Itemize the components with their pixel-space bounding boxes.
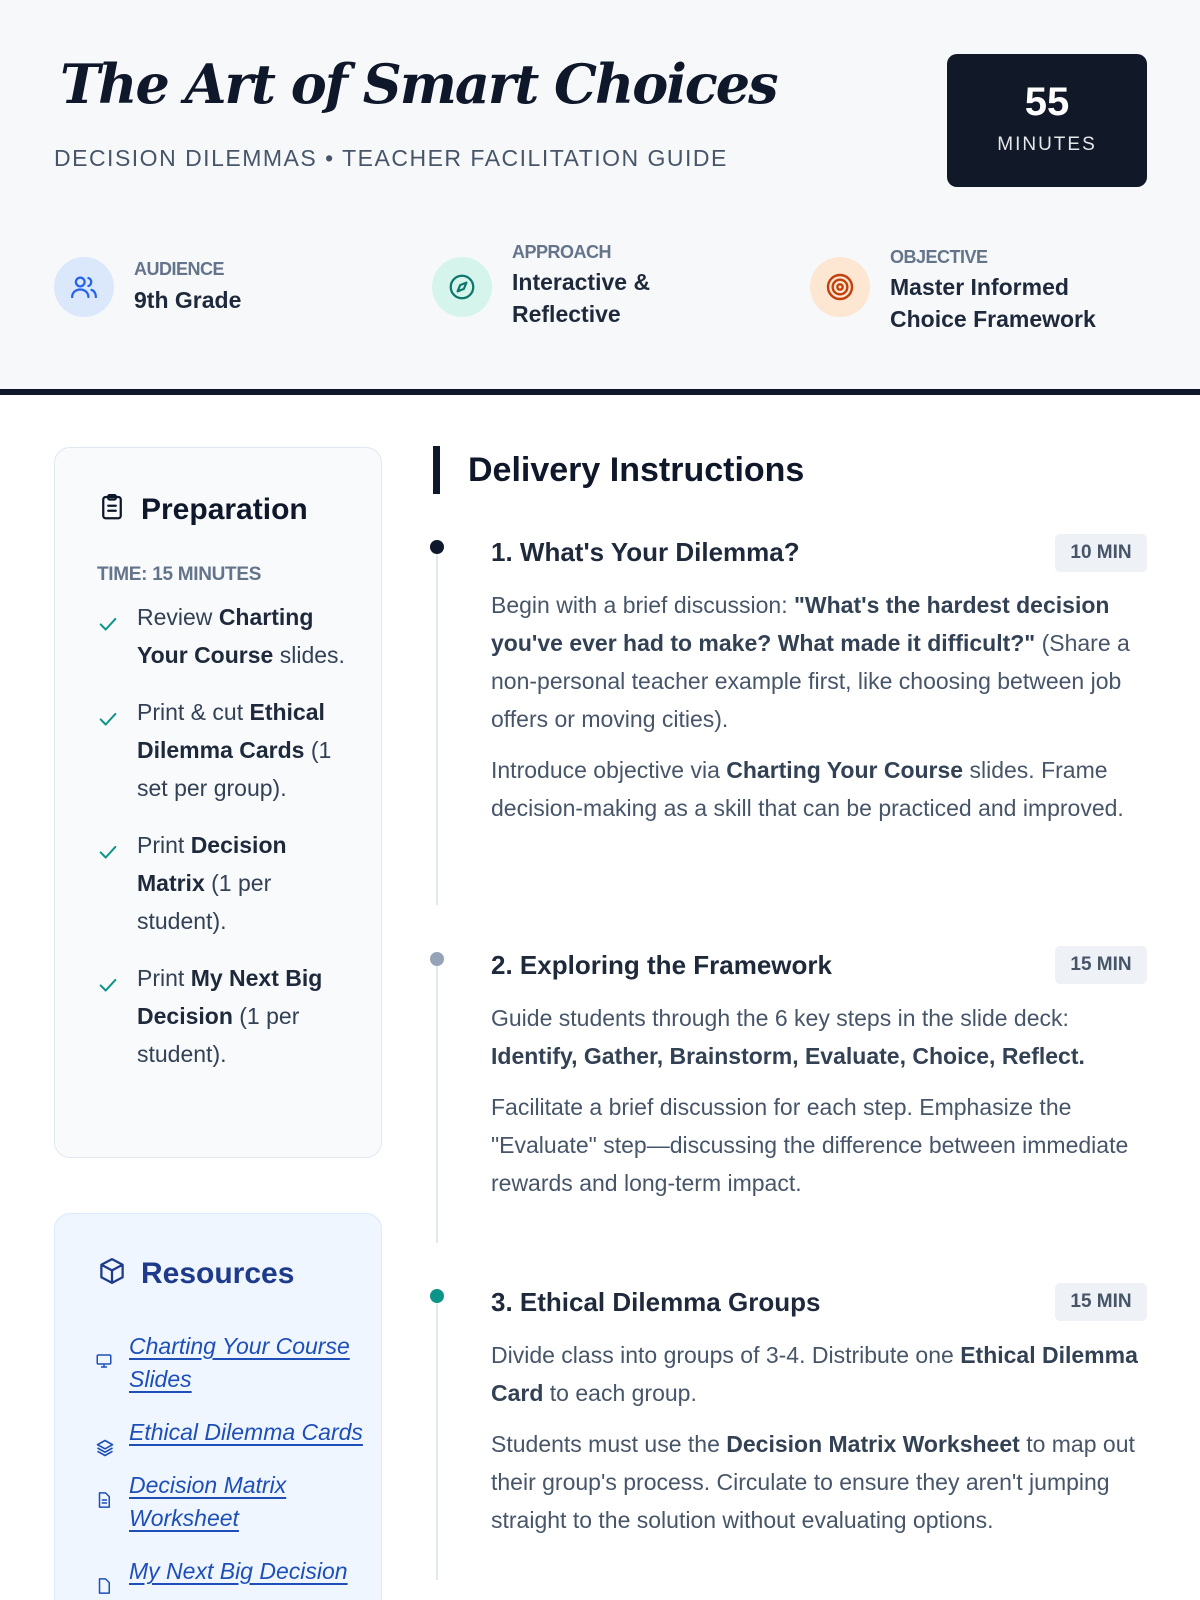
resource-item: [95, 1469, 365, 1535]
step-title: 2. Exploring the Framework: [491, 950, 832, 980]
text: Introduce objective via: [491, 757, 727, 783]
checklist-item: [97, 598, 347, 674]
step-marker: [430, 952, 444, 966]
resource-link-matrix[interactable]: Decision Matrix Worksheet: [129, 1472, 287, 1531]
page-subtitle: DECISION DILEMMAS • TEACHER FACILITATION GUIDE: [54, 145, 728, 171]
resource-item: [95, 1416, 365, 1449]
step-paragraph: [491, 751, 1151, 827]
text-bold: Ethical Dilemma Card: [491, 1342, 1138, 1406]
check-icon: [97, 969, 119, 1007]
step-time-badge: 15 MIN: [1055, 946, 1147, 984]
item-bold: My Next Big Decision: [137, 965, 323, 1029]
objective-line-1: Master Informed: [890, 274, 1069, 300]
text: Divide class into groups of 3-4. Distribute one: [491, 1342, 961, 1368]
target-icon: [810, 257, 870, 317]
resource-link-slides[interactable]: Charting Your Course Slides: [129, 1333, 350, 1392]
item-text: Print: [137, 832, 191, 858]
approach-value: [512, 266, 650, 330]
delivery-title: Delivery Instructions: [433, 446, 804, 494]
preparation-card: [54, 447, 382, 1158]
approach-label: APPROACH: [512, 242, 612, 262]
step-paragraph: [491, 586, 1151, 738]
resources-title: Resources: [141, 1256, 295, 1290]
preparation-checklist: [97, 598, 347, 1092]
layers-icon: [95, 1438, 115, 1463]
text: Students must use the: [491, 1431, 727, 1457]
check-icon: [97, 703, 119, 741]
timeline-line: [436, 550, 438, 905]
step-marker: [430, 1289, 444, 1303]
approach-line-2: Reflective: [512, 301, 621, 327]
item-text: (1 per student).: [137, 1003, 300, 1067]
checklist-item: [97, 826, 347, 940]
box-icon: [97, 1256, 127, 1291]
preparation-time: TIME: 15 MINUTES: [97, 564, 262, 585]
users-icon: [54, 257, 114, 317]
objective-value: [890, 271, 1096, 335]
text: Begin with a brief discussion:: [491, 592, 794, 618]
duration-value: 55: [1024, 80, 1070, 124]
item-bold: Decision Matrix: [137, 832, 287, 896]
resource-link-cards[interactable]: Ethical Dilemma Cards: [129, 1419, 363, 1445]
file-icon: [95, 1577, 113, 1600]
step-body: [491, 999, 1151, 1215]
text: to each group.: [543, 1380, 697, 1406]
step-title: 1. What's Your Dilemma?: [491, 537, 800, 567]
guide-header: [0, 0, 1200, 395]
text: to map out their group's process. Circulate to ensure they aren't jumping straight to the solution without evaluating options.: [491, 1431, 1135, 1533]
text: Guide students through the 6 key steps in the slide deck:: [491, 1005, 1069, 1031]
resources-header: [97, 1256, 294, 1291]
step-time-badge: 10 MIN: [1055, 534, 1147, 572]
step-paragraph: [491, 1088, 1151, 1202]
compass-icon: [432, 257, 492, 317]
file-text-icon: [95, 1491, 113, 1514]
step-title: 3. Ethical Dilemma Groups: [491, 1287, 821, 1317]
item-bold: Ethical Dilemma Cards: [137, 699, 325, 763]
checklist-item: [97, 693, 347, 807]
monitor-icon: [95, 1352, 113, 1375]
item-text: (1 set per group).: [137, 737, 332, 801]
audience-label: AUDIENCE: [134, 259, 225, 279]
item-text: Review: [137, 604, 219, 630]
step-body: [491, 1336, 1151, 1552]
step-paragraph: [491, 1336, 1151, 1412]
text: slides. Frame decision-making as a skill that can be practiced and improved.: [491, 757, 1124, 821]
objective-line-2: Choice Framework: [890, 306, 1096, 332]
preparation-header: [97, 492, 308, 527]
objective-label: OBJECTIVE: [890, 247, 988, 267]
step-body: [491, 586, 1151, 840]
text-bold: Decision Matrix Worksheet: [726, 1431, 1020, 1457]
text-bold: Charting Your Course: [726, 757, 964, 783]
item-bold: Charting Your Course: [137, 604, 314, 668]
text: (Share a non-personal teacher example first, like choosing between job offers or moving cities).: [491, 630, 1130, 732]
timeline-line: [436, 1295, 438, 1580]
timeline-line: [436, 958, 438, 1243]
step-paragraph: [491, 1425, 1151, 1539]
text-bold: "What's the hardest decision you've ever had to make? What made it difficult?": [491, 592, 1110, 656]
resource-item: [95, 1330, 365, 1396]
audience-value: 9th Grade: [134, 287, 242, 313]
check-icon: [97, 836, 119, 874]
resource-item: [95, 1555, 365, 1588]
resource-link-next-decision[interactable]: My Next Big Decision: [129, 1558, 348, 1584]
preparation-title: Preparation: [141, 492, 308, 526]
step-time-badge: 15 MIN: [1055, 1283, 1147, 1321]
page-title: The Art of Smart Choices: [60, 52, 777, 116]
step-marker: [430, 540, 444, 554]
item-text: (1 per student).: [137, 870, 272, 934]
step-paragraph: [491, 999, 1151, 1075]
text-bold: Identify, Gather, Brainstorm, Evaluate, Choice, Reflect.: [491, 1043, 1085, 1069]
checklist-item: [97, 959, 347, 1073]
duration-unit: MINUTES: [997, 134, 1097, 155]
clipboard-icon: [97, 492, 127, 527]
approach-line-1: Interactive &: [512, 269, 651, 295]
duration-badge: [947, 54, 1147, 187]
resources-card: [54, 1213, 382, 1600]
item-text: Print & cut: [137, 699, 250, 725]
item-text: Print: [137, 965, 191, 991]
check-icon: [97, 608, 119, 646]
item-text: slides.: [273, 642, 345, 668]
resources-list: [95, 1330, 365, 1600]
text: Facilitate a brief discussion for each step. Emphasize the "Evaluate" step—discussing the difference between immediate rewards and long-term impact.: [491, 1094, 1129, 1196]
